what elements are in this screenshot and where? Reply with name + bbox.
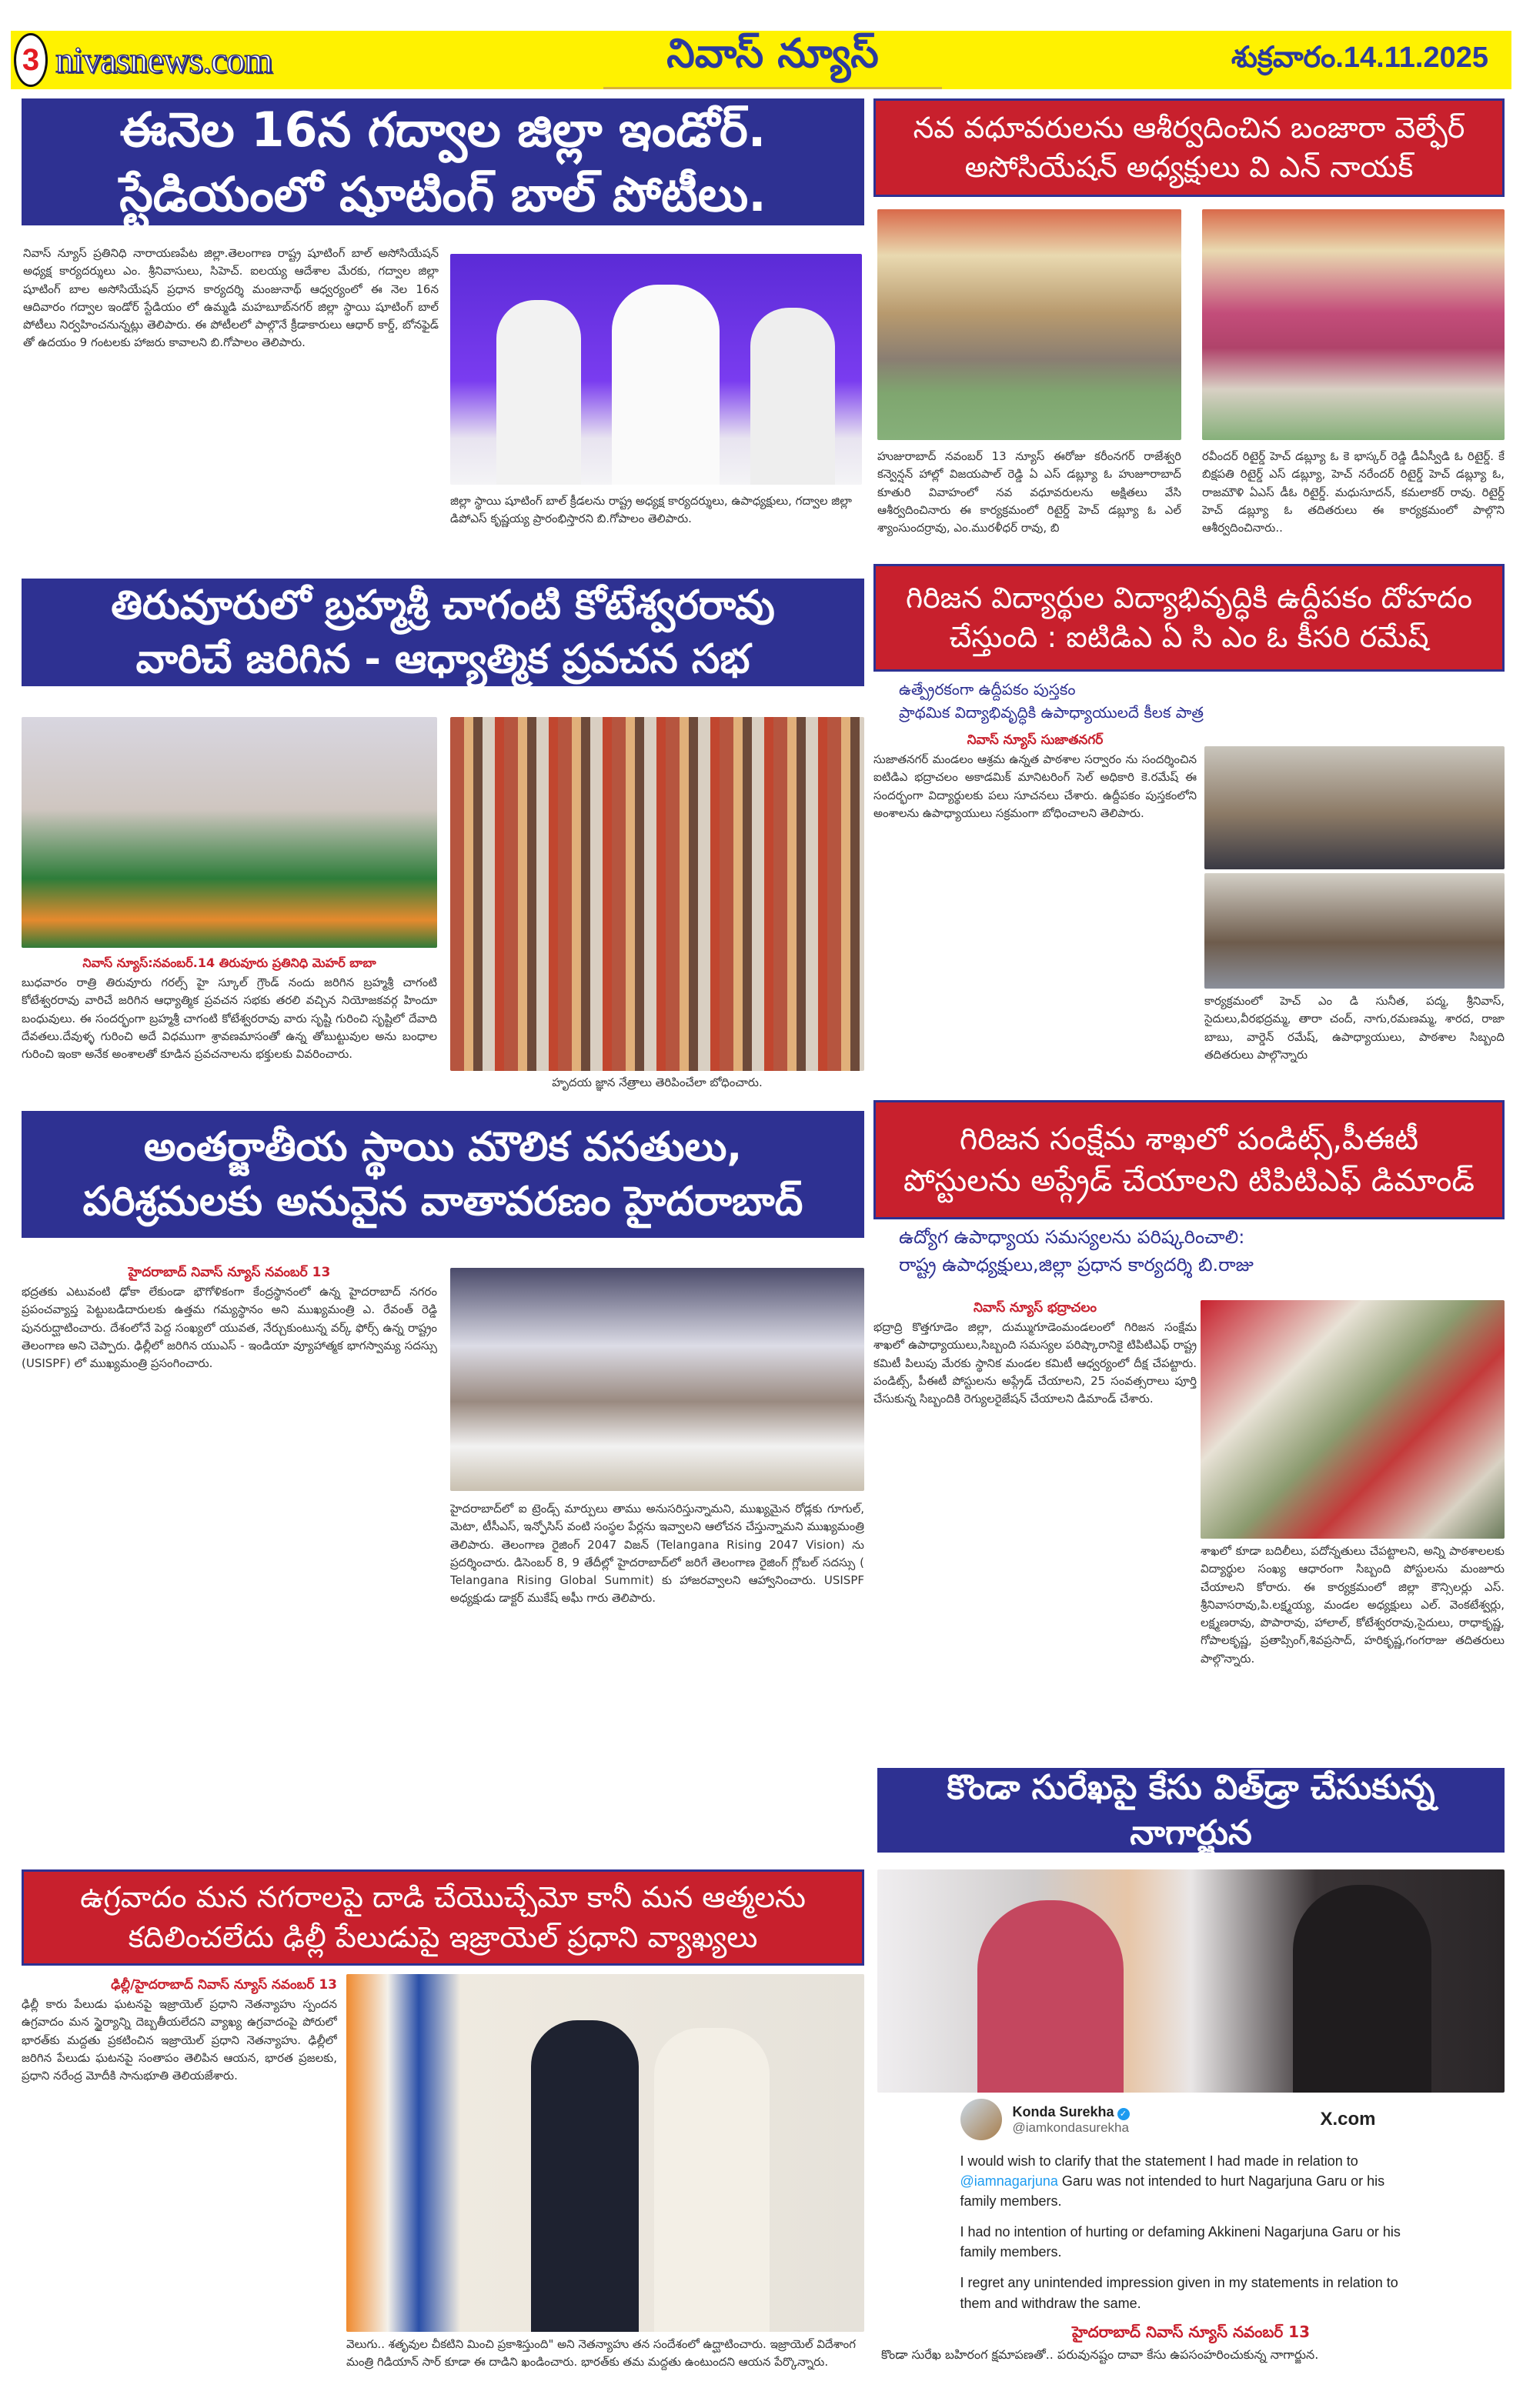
masthead <box>11 31 1511 89</box>
tweet-paragraph: I had no intention of hurting or defaming Akkineni Nagarjuna Garu or his family members. <box>960 2224 1401 2260</box>
photo-wedding-group-2 <box>1202 209 1505 440</box>
headline-line: తిరువూరులో బ్రహ్మశ్రీ చాగంటి కోటేశ్వరరావు <box>111 582 775 629</box>
photo-konda-surekha-nagarjuna <box>877 1869 1505 2093</box>
mention-link[interactable]: @iamnagarjuna <box>960 2173 1058 2190</box>
article-body: సుజాతనగర్ మండలం ఆశ్రమ ఉన్నత పాఠశాల సర్వారం ను సందర్శించిన ఐటిడిఎ భద్రాచలం అకాడమిక్ మానిటరింగ్ సెల్ అధికారి కె.రమేష్ ఈ సందర్భంగా విద్యార్థులకు పలు సూచనలు చేశారు. ఉద్దీపకం పుస్తకంలోని అంశాలను ఉపాధ్యాయులు సక్రమంగా బోధించాలని తెలిపారు. <box>873 752 1197 820</box>
article-body: రవీందర్ రిటైర్డ్ హెచ్ డబ్ల్యూ ఓ కె భాస్కర్ రెడ్డి డీఏస్వీడి ఓ రిటైర్డ్. కే బిక్షపతి రిటైర్డ్ ఎస్ డబ్ల్యూ, హెచ్ నరేందర్ రిటైర్డ్ హెచ్ డబ్ల్యూ ఓ, రాజమౌళి ఏఎస్ డీఓ రిటైర్డ్. మధుసూదన్, కమలాకర్ రావు. రిటైర్డ్ హెచ్ డబ్ల్యూ ఓ తదితరులు ఈ కార్యక్రమంలో పాల్గొని ఆశీర్వదించినారు.. <box>1202 449 1505 535</box>
person-figure <box>612 285 720 485</box>
verified-badge-icon: ✓ <box>1117 2108 1130 2120</box>
dateline: నివాస్ న్యూస్ సుజాతనగర్ <box>967 732 1104 748</box>
avatar <box>960 2099 1002 2140</box>
subheading: రాష్ట్ర ఉపాధ్యక్షులు,జిల్లా ప్రధాన కార్యదర్శి బి.రాజు <box>899 1254 1254 1276</box>
article-body: హుజురాబాద్ నవంబర్ 13 న్యూస్ ఈరోజు కరీంనగర్ రాజేశ్వరి కన్వెన్షన్ హాల్లో విజయపాల్ రెడ్డి ఏ ఎస్ డబ్ల్యూ ఓ హుజూరాబాద్ కూతురి వివాహంలో నవ వధూవరులను అక్షితలు వేసి ఆశీర్వదించినారు ఈ కార్యక్రమంలో రిటైర్డ్ హెచ్ డబ్ల్యూ ఓ ఎల్ శ్యాంసుందర్రావు, ఎం.మురళీధర్ రావు, బి <box>877 449 1181 535</box>
embedded-tweet[interactable] <box>960 2099 1422 2313</box>
article-body: భద్రాద్రి కొత్తగూడెం జిల్లా, దుమ్ముగూడెంమండలంలో గిరిజన సంక్షేమ శాఖలో ఉపాధ్యాయులు,సిబ్బంది సమస్యల పరిష్కారానికై టిపిటిఎఫ్ రాష్ట్ర కమిటీ పిలుపు మేరకు స్థానిక మండల కమిటీ ఆధ్వర్యంలో దీక్ష చేపట్టారు. పండిట్స్, పీఈటీ పోస్టులను అప్గ్రేడ్ చేయాలని, 25 సంవత్సరాలు పూర్తి చేసుకున్న సిబ్బందికి రెగ్యులరైజేషన్ చేయాలని డిమాండ్ చేశారు. <box>873 1320 1197 1406</box>
photo-caption: జిల్లా స్థాయి షూటింగ్ బాల్ క్రీడలను రాష్ట్ర అధ్యక్ష కార్యదర్శులు, ఉపాధ్యక్షులు, గద్వాల జిల్లా డిపోఎస్ కృష్ణయ్య ప్రారంభిస్తారని బి.గోపాలం తెలిపారు. <box>450 494 852 525</box>
headline-israel-pm-remarks <box>22 1869 864 1966</box>
tweet-and-story-column <box>877 2099 1505 2406</box>
person-figure <box>531 2020 639 2332</box>
article-body: ఢిల్లీ కారు పేలుడు ఘటనపై ఇజ్రాయెల్ ప్రధాని నెతన్యాహు స్పందన ఉగ్రవాదం మన స్థైర్యాన్ని దెబ్బతీయలేదని వ్యాఖ్య ఉగ్రవాదంపై పోరులో భారత్‌కు మద్దతు ప్రకటించిన ఇజ్రాయెల్ ప్రధాని నెతన్యాహు. ఢిల్లీలో జరిగిన పేలుడు ఘటనపై సంతాపం తెలిపిన ఆయన, భారత ప్రజలకు, ప్రధాని నరేంద్ర మోదీకి సానుభూతి తెలియజేశారు. <box>22 1997 337 2083</box>
photo-audience-crowd <box>450 717 864 1071</box>
headline-line: కదిలించలేదు ఢిల్లీ పేలుడుపై ఇజ్రాయెల్ ప్రధాని వ్యాఖ్యలు <box>128 1919 758 1954</box>
headline-line: చేస్తుంది : ఐటిడిఎ ఏ సి ఎం ఓ కీసరి రమేష్ <box>949 620 1429 654</box>
article-body: శాఖలో కూడా బదిలీలు, పదోన్నతులు చేపట్టాలని, అన్ని పాఠశాలలకు విద్యార్థుల సంఖ్య ఆధారంగా సిబ్బంది పోస్టులను మంజూరు చేయాలని కోరారు. ఈ కార్యక్రమంలో జిల్లా కౌన్సిలర్లు ఎస్. శ్రీనివాసరావు,పి.లక్ష్మయ్య, మండల అధ్యక్షులు ఎల్. వెంకటేశ్వర్లు, లక్ష్మణరావు, పొపారావు, హాలాల్, కోటేశ్వరరావు,సైదులు, రాధాకృష్ణ, గోపాలకృష్ణ, ప్రతాప్సింగ్,శివప్రసాద్, హరికృష్ణ,గంగరాజు తదితరులు పాల్గొన్నారు. <box>1201 1544 1505 1666</box>
tweet-author <box>1013 2104 1310 2136</box>
photo-classroom-2 <box>1204 873 1505 989</box>
headline-nagarjuna-case: కొండా సురేఖపై కేసు విత్‌డ్రా చేసుకున్న నాగార్జున <box>877 1768 1505 1853</box>
headline-line: వారిచే జరిగిన - ఆధ్యాత్మిక ప్రవచన సభ <box>135 636 750 682</box>
article-body: బుధవారం రాత్రి తిరువూరు గరల్స్ హై స్కూల్ గ్రౌండ్ నందు జరిగిన బ్రహ్మశ్రీ చాగంటి కోటేశ్వరరావు వారిచే జరిగిన ఆధ్యాత్మిక ప్రవచన సభకు తరలి వచ్చిన నియోజకవర్గ హిందూ బంధువులు. ఈ సందర్భంగా బ్రహ్మశ్రీ చాగంటి కోటేశ్వరరావు వారు సృష్టి గురించి సృష్టిలో దేవాది దేవతలు.దేవుళ్ళ గురించి అదే విధముగా శ్రావణమాసంతో ఉన్న తోబుట్టువుల అను బంధాల గురించి ఇంకా అనేక అంశాలతో కూడిన ప్రవచనాలను భక్తులకు వివరించారు. <box>22 976 437 1061</box>
photo-caption: వెలుగు.. శతృవుల చీకటిని మించి ప్రకాశిస్తుంది" అని నెతన్యాహు తన సందేశంలో ఉద్ఘాటించారు. ఇజ్రాయెల్ విదేశాంగ మంత్రి గిడియాన్ సార్ కూడా ఈ దాడిని ఖండించారు. భారత్‌కు తమ మద్దతు ఉంటుందని ఆయన పేర్కొన్నారు. <box>346 2337 856 2369</box>
headline-hyderabad-infrastructure <box>22 1111 864 1238</box>
headline-tptf-demand <box>873 1100 1505 1219</box>
headline-banjara-welfare <box>873 98 1505 197</box>
photo-caption: కార్యక్రమంలో హెచ్ ఎం డి సునీత, పద్మ, శ్రీనివాస్, సైదులు,వీరభద్రమ్మ, తారా చంద్, నాగు,రమణమ్మ, శారద, రాజా బాబు, వార్డెన్ రమేష్, ఉపాధ్యాయులు, పాఠశాల సిబ్బంది తదితరులు పాల్గొన్నారు <box>1204 994 1505 1062</box>
person-figure <box>496 300 581 485</box>
dateline: నివాస్ న్యూస్ భద్రాచలం <box>973 1300 1097 1316</box>
dateline: హైదరాబాద్ నివాస్ న్యూస్ నవంబర్ 13 <box>1071 2322 1311 2341</box>
headline-line: పరిశ్రమలకు అనువైన వాతావరణం హైదరాబాద్ <box>82 1178 803 1225</box>
headline-line: నవ వధూవరులను ఆశీర్వదించిన బంజారా వెల్ఫేర్ <box>913 110 1465 145</box>
tweet-paragraph: I regret any unintended impression given in my statements in relation to them and withdraw the same. <box>960 2275 1398 2311</box>
article-body: నివాస్ న్యూస్ ప్రతినిధి నారాయణపేట జిల్లా.తెలంగాణ రాష్ట్ర షూటింగ్ బాల్ అసోసియేషన్ అధ్యక్ష కార్యదర్శులు ఎం. శ్రీనివాసులు, సిహెచ్. ఐలయ్య ఆదేశాల మేరకు, గద్వాల జిల్లా షూటింగ్ బాల అసోసియేషన్ ప్రధాన కార్యదర్శి మంజునాథ్ ఆధ్వర్యంలో ఈ నెల 16న ఆదివారం గద్వాల ఇండోర్ స్టేడియం లో ఉమ్మడి మహబూబ్‌నగర్ జిల్లా స్థాయి షూటింగ్ బాల్ పోటీలు నిర్వహించనున్నట్లు తెలిపారు. ఈ పోటీలలో పాల్గొనే క్రీడాకారులు ఆధార్ కార్డ్, బోనఫైడ్ తో ఉదయం 9 గంటలకు హాజరు కావాలని బి.గోపాలం తెలిపారు. <box>23 246 439 350</box>
article-body: భద్రతకు ఎటువంటి ఢోకా లేకుండా భౌగోళికంగా కేంద్రస్థానంలో ఉన్న హైదరాబాద్ నగరం ప్రపంచవ్యాప్త పెట్టుబడిదారులకు ఉత్తమ గమ్యస్థానం అని ముఖ్యమంత్రి ఎ. రేవంత్ రెడ్డి పునరుద్ఘాటించారు. దేశంలోనే పెద్ద సంఖ్యలో యువత, నేర్చుకుంటున్న వర్క్ ఫోర్స్ ఉన్న రాష్ట్రం తెలంగాణ అని చెప్పారు. ఢిల్లీలో జరిగిన యుఎస్ - ఇండియా వ్యూహాత్మక భాగస్వామ్య సదస్సు (USISPF) లో ముఖ్యమంత్రి ప్రసంగించారు. <box>22 1285 437 1370</box>
headline-line: గిరిజన సంక్షేమ శాఖలో పండిట్స్,పీఈటీ <box>959 1121 1419 1157</box>
person-figure <box>750 308 835 485</box>
headline-shooting-ball <box>22 98 864 225</box>
photo-discourse-stage <box>22 717 437 948</box>
headline-chaganti-discourse <box>22 579 864 686</box>
article-body: హైదరాబాద్‌లో ఐ ట్రెండ్స్ మార్పులు తాము అనుసరిస్తున్నామని, ముఖ్యమైన రోడ్లకు గూగుల్, మెటా, టీసీఎస్, ఇన్ఫోసిస్ వంటి సంస్థల పేర్లను ఇవ్వాలని ఆలోచన చేస్తున్నామని ముఖ్యమంత్రి తెలిపారు. తెలంగాణ రైజింగ్ 2047 విజన్ (Telangana Rising 2047 Vision) ను ప్రదర్శించారు. డిసెంబర్ 8, 9 తేదీల్లో హైదరాబాద్‌లో జరిగే తెలంగాణ రైజింగ్ గ్లోబల్ సదస్సు ( Telangana Rising Global Summit) కు హాజరవ్వాలని ఆహ్వానించారు. USISPF అధ్యక్షుడు డాక్టర్ ముకేష్ అఘీ గారు తెలిపారు. <box>450 1502 864 1606</box>
dateline: హైదరాబాద్ నివాస్ న్యూస్ నవంబర్ 13 <box>128 1265 331 1280</box>
subheading: ఉద్యోగ ఉపాధ్యాయ సమస్యలను పరిష్కరించాలి: <box>899 1226 1245 1248</box>
photo-netanyahu-modi <box>346 1974 864 2332</box>
person-figure <box>654 2028 770 2332</box>
site-url[interactable]: nivasnews.com <box>55 39 272 81</box>
page-number: 3 <box>14 33 48 87</box>
subheading: ఉత్ప్రేరకంగా ఉద్దీపకం పుస్తకం <box>899 680 1076 699</box>
tweet-paragraph <box>960 2151 1422 2211</box>
tweet-body <box>960 2151 1422 2313</box>
headline-line: స్టేడియంలో షూటింగ్ బాల్ పోటీలు. <box>119 165 767 222</box>
headline-tribal-education <box>873 564 1505 672</box>
headline-line: ఈనెల 16న గద్వాల జిల్లా ఇండోర్. <box>119 101 767 158</box>
dateline: ఢిల్లీ/హైదరాబాద్ నివాస్ న్యూస్ నవంబర్ 13 <box>111 1977 337 1993</box>
photo-tptf-protest <box>1201 1300 1505 1539</box>
photo-wedding-group-1 <box>877 209 1181 440</box>
headline-line: ఉగ్రవాదం మన నగరాలపై దాడి చేయొచ్చేమో కానీ మన ఆత్మలను <box>80 1880 806 1915</box>
x-logo: X.com <box>1320 2109 1376 2130</box>
dateline: నివాస్ న్యూస్:నవంబర్.14 తిరువూరు ప్రతినిధి మెహర్ బాబా <box>82 956 376 970</box>
headline-line: గిరిజన విద్యార్థుల విద్యాభివృద్ధికి ఉద్దీపకం దోహదం <box>905 580 1473 615</box>
issue-date: శుక్రవారం.14.11.2025 <box>1231 42 1488 74</box>
tweet-text: Garu was not intended to hurt Nagarjuna Garu or his family members. <box>960 2173 1385 2210</box>
headline-line: అంతర్జాతీయ స్థాయి మౌలిక వసతులు, <box>143 1124 743 1171</box>
tweet-author-handle[interactable]: @iamkondasurekha <box>1012 2120 1129 2135</box>
photo-usispf-meeting <box>450 1268 864 1491</box>
headline-line: పోస్టులను అప్గ్రేడ్ చేయాలని టిపిటిఎఫ్ డిమాండ్ <box>903 1162 1475 1199</box>
person-figure <box>977 1900 1124 2093</box>
newspaper-logo: నివాస్ న్యూస్ <box>603 31 942 89</box>
tweet-header <box>960 2099 1422 2140</box>
photo-shooting-ball-officials <box>450 254 862 485</box>
tweet-text: I would wish to clarify that the statement I had made in relation to <box>960 2153 1358 2169</box>
headline-line: అసోసియేషన్ అధ్యక్షులు వి ఎన్ నాయక్ <box>964 150 1414 184</box>
photo-classroom-1 <box>1204 746 1505 869</box>
person-figure <box>1293 1885 1431 2093</box>
photo-caption: హృదయ జ్ఞాన నేత్రాలు తెరిపించేలా బోధించారు. <box>552 1076 763 1089</box>
subheading: ప్రాథమిక విద్యాభివృద్ధికి ఉపాధ్యాయులదే కీలక పాత్ర <box>899 703 1204 722</box>
article-body: కొండా సురేఖ బహిరంగ క్షమాపణతో.. పరువునష్టం దావా కేసు ఉపసంహరించుకున్న నాగార్జున. <box>881 2346 1319 2362</box>
tweet-author-name: Konda Surekha <box>1012 2103 1114 2120</box>
